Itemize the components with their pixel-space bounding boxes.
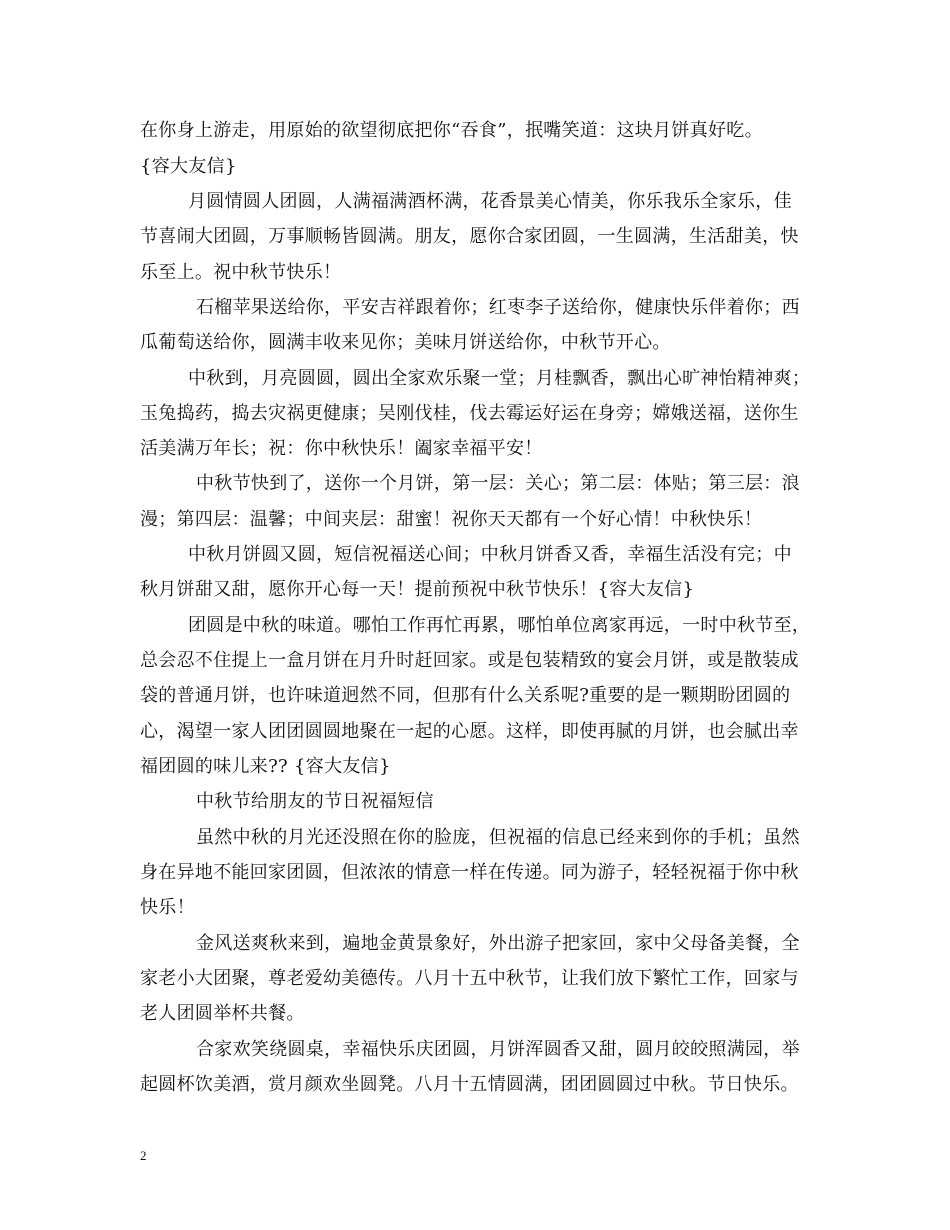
text-line: 乐至上。祝中秋节快乐！ (140, 262, 342, 283)
text-line: 袋的普通月饼，也许味道迥然不同，但那有什么关系呢?重要的是一颗期盼团圆的 (140, 685, 791, 706)
text-line: 月圆情圆人团圆，人满福满酒杯满，花香景美心情美，你乐我乐全家乐，佳 (188, 191, 792, 212)
text-line: 福团圆的味儿来?? {容大友信} (140, 756, 391, 777)
text-line: 家老小大团聚，尊老爱幼美德传。八月十五中秋节，让我们放下繁忙工作，回家与 (140, 968, 799, 989)
text-line: 虽然中秋的月光还没照在你的脸庞，但祝福的信息已经来到你的手机；虽然 (196, 827, 800, 848)
text-line: 中秋节快到了，送你一个月饼，第一层：关心；第二层：体贴；第三层：浪 (196, 473, 800, 494)
text-line: 漫；第四层：温馨；中间夹层：甜蜜！祝你天天都有一个好心情！中秋快乐！ (140, 509, 763, 530)
text-line: 玉兔捣药，捣去灾祸更健康；吴刚伐桂，伐去霉运好运在身旁；嫦娥送福，送你生 (140, 403, 799, 424)
text-line: 活美满万年长；祝：你中秋快乐！阖家幸福平安！ (140, 438, 543, 459)
section-heading: 中秋节给朋友的节日祝福短信 (196, 791, 434, 812)
text-line: 合家欢笑绕圆桌，幸福快乐庆团圆，月饼浑圆香又甜，圆月皎皎照满园，举 (196, 1039, 800, 1060)
text-line: 金风送爽秋来到，遍地金黄景象好，外出游子把家回，家中父母备美餐，全 (196, 933, 800, 954)
text-line: 中秋月饼圆又圆，短信祝福送心间；中秋月饼香又香，幸福生活没有完；中 (188, 544, 792, 565)
text-line: 秋月饼甜又甜，愿你开心每一天！提前预祝中秋节快乐！{容大友信} (140, 579, 695, 600)
page-number: 2 (140, 1148, 147, 1163)
text-line: 起圆杯饮美酒，赏月颜欢坐圆凳。八月十五情圆满，团团圆圆过中秋。节日快乐。 (140, 1074, 799, 1095)
text-line: 团圆是中秋的味道。哪怕工作再忙再累，哪怕单位离家再远，一时中秋节至， (188, 615, 811, 636)
text-line: 石榴苹果送给你，平安吉祥跟着你；红枣李子送给你，健康快乐伴着你；西 (196, 297, 800, 318)
text-line: 中秋到，月亮圆圆，圆出全家欢乐聚一堂；月桂飘香，飘出心旷神怡精神爽； (188, 368, 811, 389)
text-line: 快乐！ (140, 897, 195, 918)
text-line: 老人团圆举杯共餐。 (140, 1003, 305, 1024)
text-line: 心，渴望一家人团团圆圆地聚在一起的心愿。这样，即使再腻的月饼，也会腻出幸 (140, 721, 799, 742)
text-line: {容大友信} (140, 156, 237, 177)
text-line: 在你身上游走，用原始的欲望彻底把你“吞食”，抿嘴笑道：这块月饼真好吃。 (140, 120, 763, 141)
text-line: 瓜葡萄送给你，圆满丰收来见你；美味月饼送给你，中秋节开心。 (140, 332, 671, 353)
text-line: 节喜闹大团圆，万事顺畅皆圆满。朋友，愿你合家团圆，一生圆满，生活甜美，快 (140, 226, 799, 247)
text-line: 总会忍不住提上一盒月饼在月升时赶回家。或是包装精致的宴会月饼，或是散装成 (140, 650, 799, 671)
text-line: 身在异地不能回家团圆，但浓浓的情意一样在传递。同为游子，轻轻祝福于你中秋 (140, 862, 799, 883)
